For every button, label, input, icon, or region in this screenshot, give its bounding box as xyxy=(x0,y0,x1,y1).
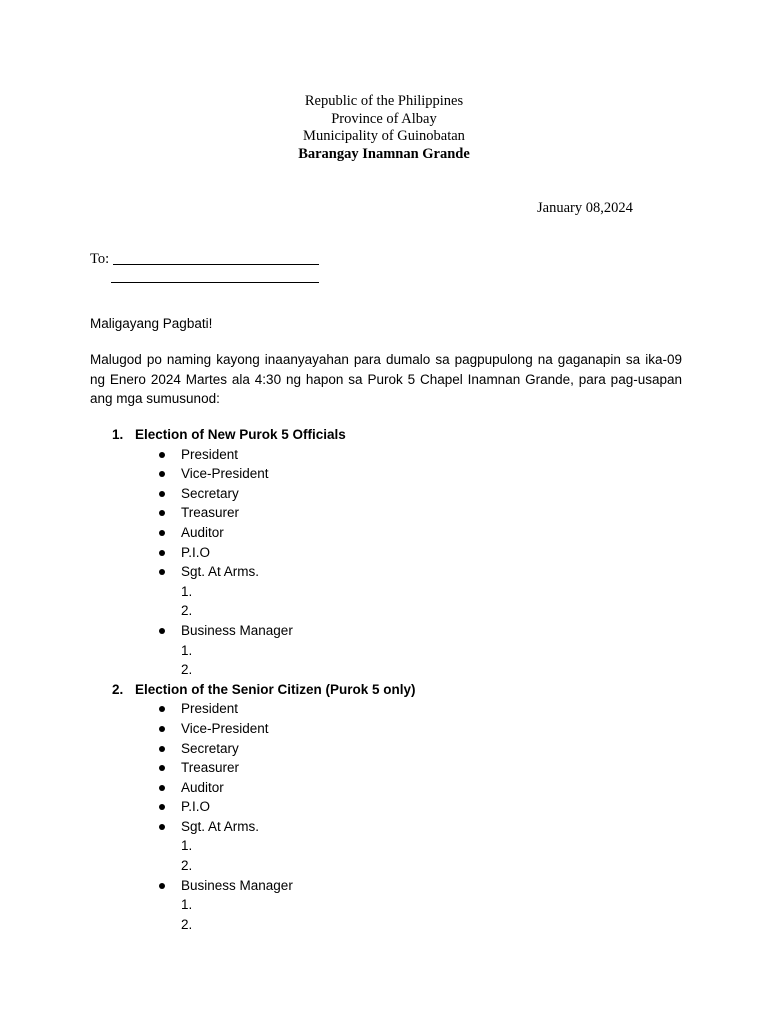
section-title: Election of the Senior Citizen (Purok 5 only) xyxy=(135,681,416,697)
list-item xyxy=(90,543,690,563)
list-item xyxy=(90,778,690,798)
bullet-icon xyxy=(159,824,165,830)
position-label: P.I.O xyxy=(181,799,211,815)
position-label: Secretary xyxy=(181,485,239,501)
sub-item: 2. xyxy=(181,858,193,874)
bullet-icon xyxy=(159,765,165,771)
bullet-icon xyxy=(159,471,165,477)
list-item xyxy=(90,484,690,504)
list-item xyxy=(90,562,690,582)
position-label: Secretary xyxy=(181,740,239,756)
position-label: President xyxy=(181,701,239,717)
position-label: Business Manager xyxy=(181,622,293,638)
sub-item: 1. xyxy=(181,897,193,913)
sub-item: 1. xyxy=(181,583,193,599)
section-title: Election of New Purok 5 Officials xyxy=(135,427,346,442)
section-heading xyxy=(90,680,690,700)
position-label: Vice-President xyxy=(181,466,269,482)
position-label: Treasurer xyxy=(181,760,240,776)
position-label: Sgt. At Arms. xyxy=(181,564,260,580)
list-item xyxy=(90,621,690,641)
letterhead-province: Province of Albay xyxy=(331,110,437,127)
position-label: President xyxy=(181,446,239,462)
bullet-icon xyxy=(159,883,165,889)
bullet-icon xyxy=(159,452,165,458)
list-item xyxy=(90,739,690,759)
recipient-line-1 xyxy=(113,264,319,265)
position-label: Auditor xyxy=(181,779,224,795)
bullet-icon xyxy=(159,491,165,497)
letterhead xyxy=(0,93,768,163)
bullet-icon xyxy=(159,804,165,810)
list-item xyxy=(90,699,690,719)
bullet-icon xyxy=(159,550,165,556)
list-item xyxy=(90,719,690,739)
letter-date: January 08,2024 xyxy=(537,200,633,216)
section-number: 2. xyxy=(112,681,124,697)
position-label: Business Manager xyxy=(181,877,293,893)
list-item xyxy=(90,876,690,896)
invitation-paragraph: Malugod po naming kayong inaanyayahan para dumalo sa pagpupulong na gaganapin sa ika-09 ng Enero 2024 Martes ala 4:30 ng hapon sa Purok 5 Chapel Inamnan Grande, para pag-usapan ang mga sumusunod: xyxy=(90,352,682,407)
list-item xyxy=(90,503,690,523)
bullet-icon xyxy=(159,706,165,712)
recipient-block xyxy=(90,249,109,269)
list-item xyxy=(90,817,690,837)
list-item xyxy=(90,758,690,778)
section-heading xyxy=(90,425,690,445)
letterhead-country: Republic of the Philippines xyxy=(304,93,464,109)
bullet-icon xyxy=(159,726,165,732)
letterhead-barangay: Barangay Inamnan Grande xyxy=(298,145,470,162)
agenda-list xyxy=(90,425,690,934)
list-item xyxy=(90,523,690,543)
section-number: 1. xyxy=(112,427,124,442)
position-label: Auditor xyxy=(181,524,224,540)
list-item xyxy=(90,445,690,465)
agenda-section-1 xyxy=(90,425,690,680)
sub-item: 2. xyxy=(181,916,193,932)
position-label: P.I.O xyxy=(181,544,211,560)
bullet-icon xyxy=(159,785,165,791)
position-label: Treasurer xyxy=(181,505,240,521)
sub-item: 2. xyxy=(181,603,193,619)
sub-item: 2. xyxy=(181,662,193,678)
sub-item: 1. xyxy=(181,642,193,658)
position-label: Sgt. At Arms. xyxy=(181,818,260,834)
letterhead-municipality: Municipality of Guinobatan xyxy=(303,128,465,144)
position-label: Vice-President xyxy=(181,720,269,736)
agenda-section-2 xyxy=(90,680,690,935)
sub-item: 1. xyxy=(181,838,193,854)
recipient-line-2 xyxy=(111,282,319,283)
list-item xyxy=(90,797,690,817)
list-item xyxy=(90,464,690,484)
recipient-label: To: xyxy=(90,251,110,267)
greeting: Maligayang Pagbati! xyxy=(90,316,213,331)
bullet-icon xyxy=(159,569,165,575)
bullet-icon xyxy=(159,510,165,516)
bullet-icon xyxy=(159,746,165,752)
bullet-icon xyxy=(159,628,165,634)
bullet-icon xyxy=(159,530,165,536)
